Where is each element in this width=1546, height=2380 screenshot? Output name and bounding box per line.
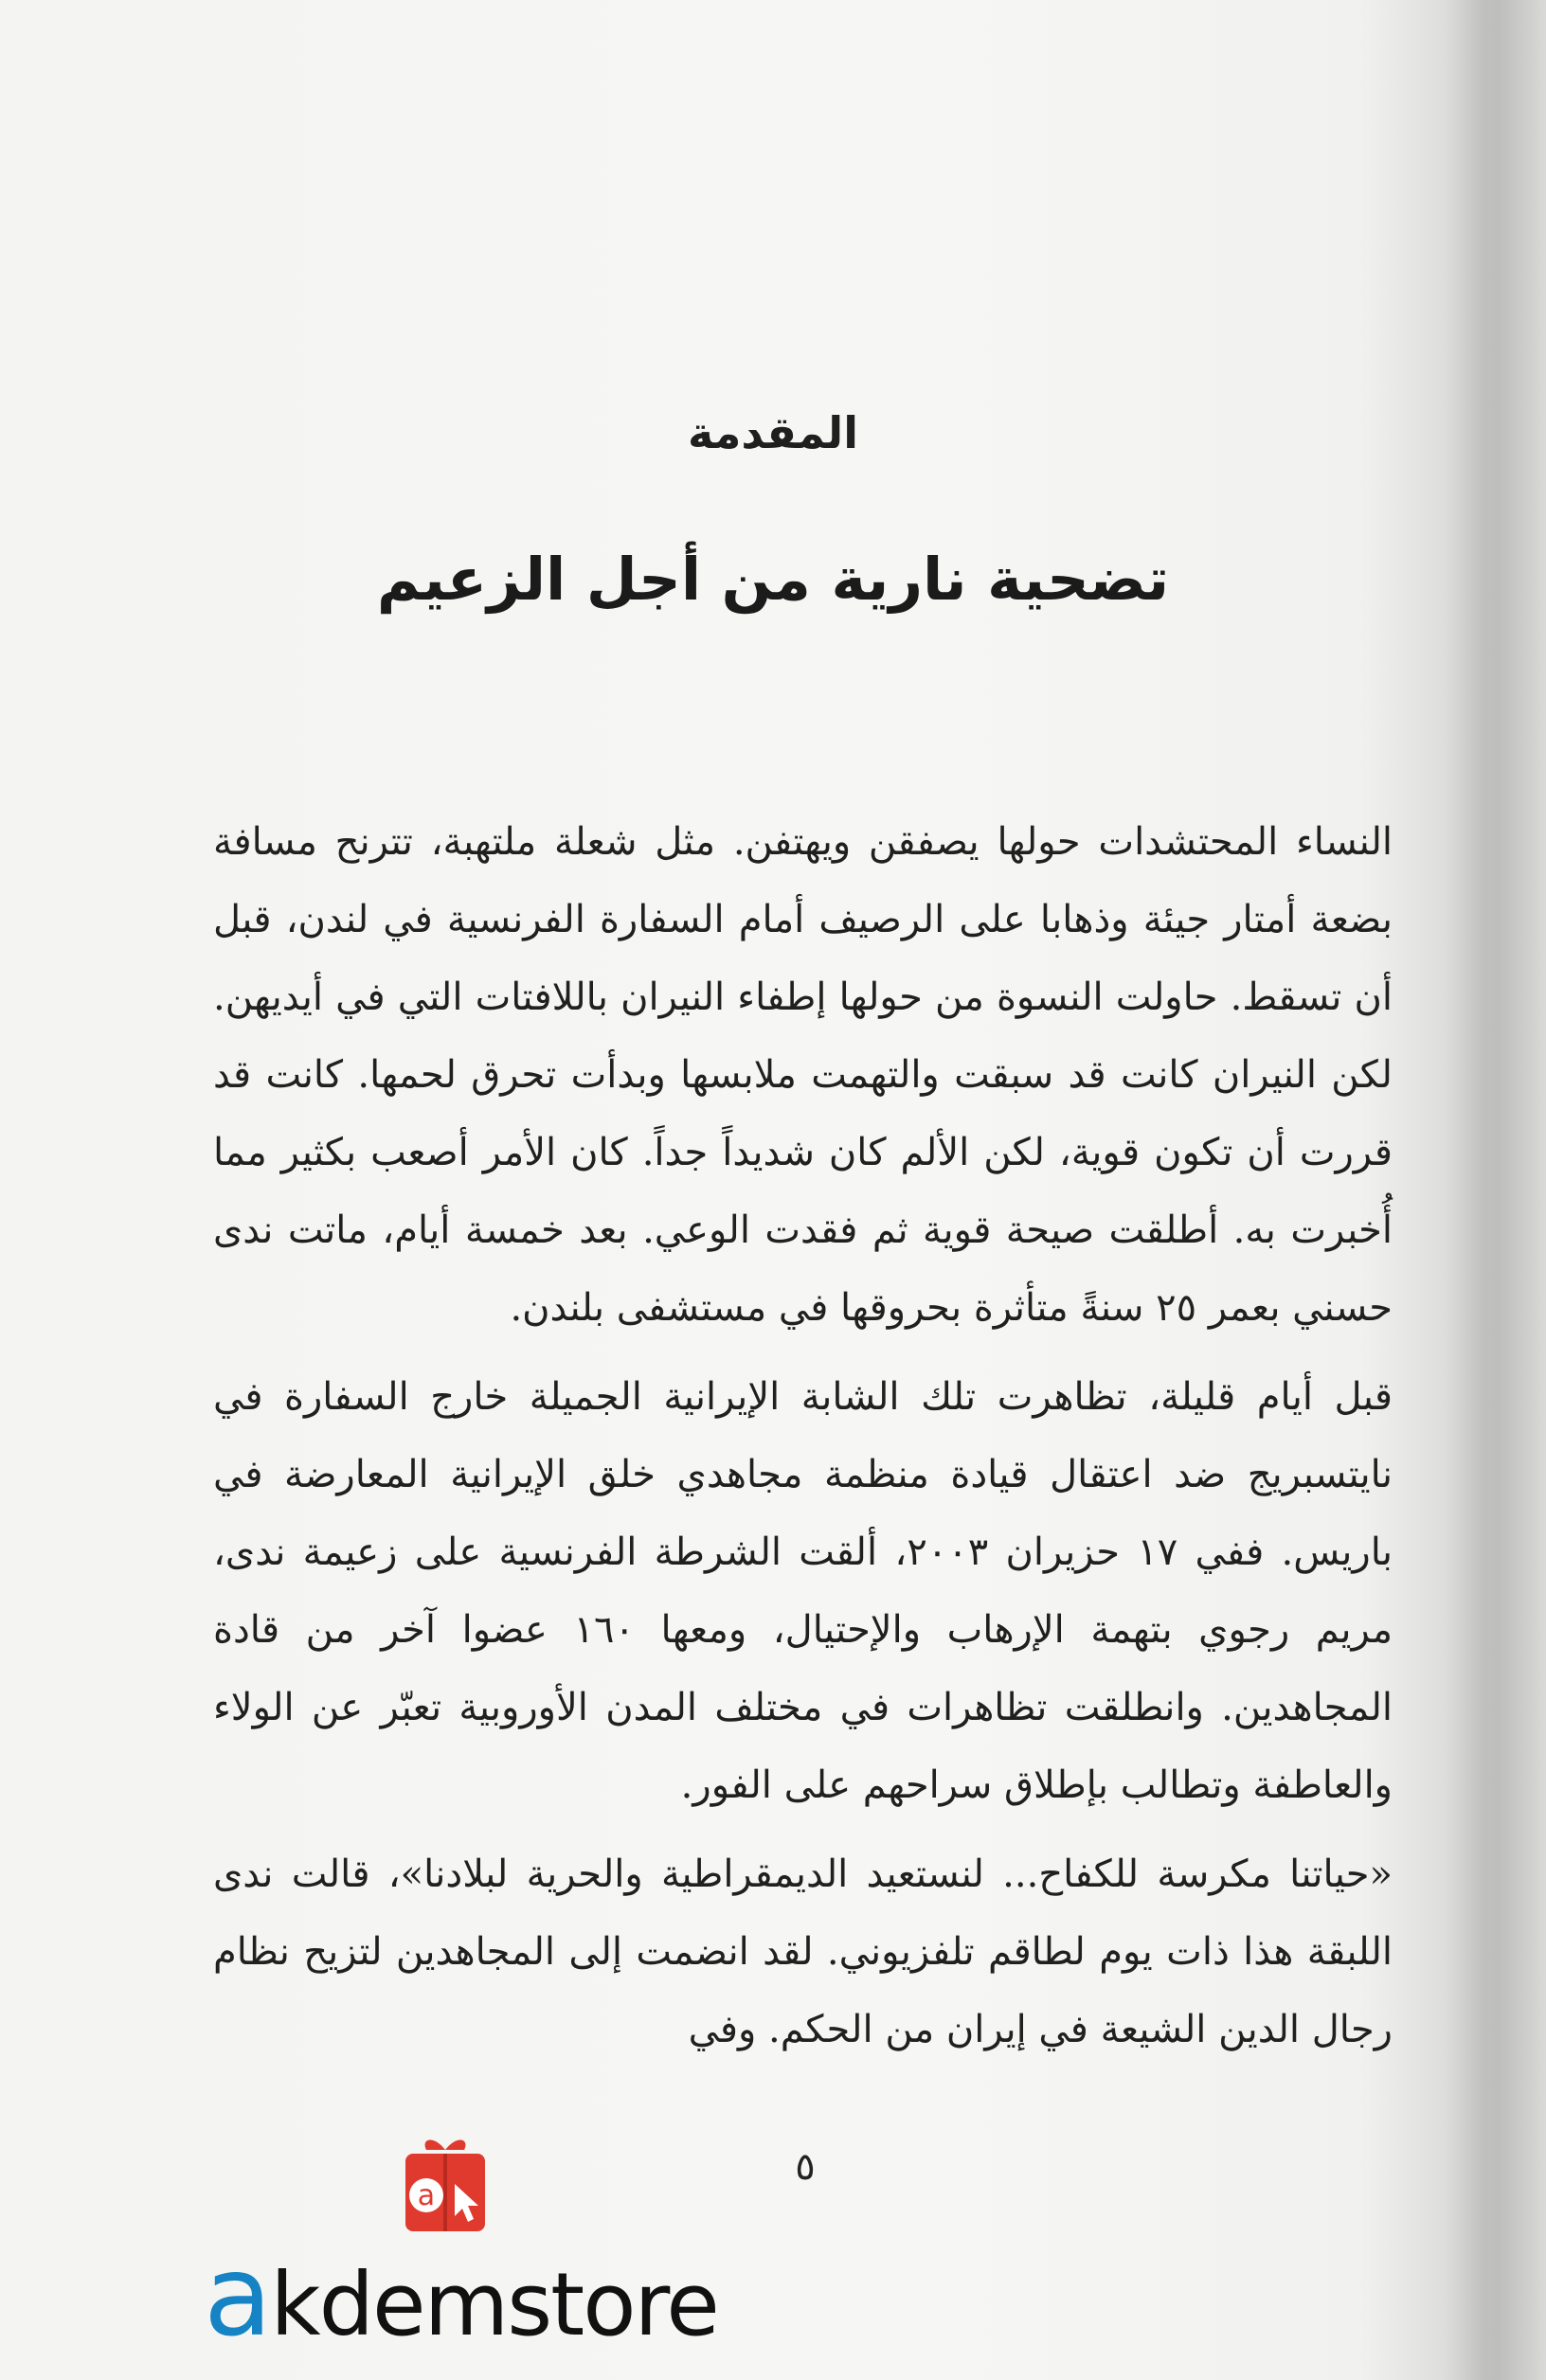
store-logo-wordmark-a: a	[204, 2230, 271, 2361]
section-label: المقدمة	[688, 407, 858, 458]
store-logo-letter: a	[417, 2179, 436, 2212]
store-logo-wordmark-rest: kdemstore	[270, 2254, 718, 2355]
store-logo-book-icon	[388, 2129, 502, 2243]
body-text	[213, 803, 1393, 2068]
paragraph-1: النساء المحتشدات حولها يصفقن ويهتفن. مثل شعلة ملتهبة، تترنح مسافة بضعة أمتار جيئة وذهابا على الرصيف أمام السفارة الفرنسية في لندن، قبل أن تسقط. حاولت النسوة من حولها إطفاء النيران باللافتات التي في أيديهن. لكن النيران كانت قد سبقت والتهمت ملابسها وبدأت تحرق لحمها. كانت قد قررت أن تكون قوية، لكن الألم كان شديداً جداً. كان الأمر أصعب بكثير مما أُخبرت به. أطلقت صيحة قوية ثم فقدت الوعي. بعد خمسة أيام، ماتت ندى حسني بعمر ٢٥ سنةً متأثرة بحروقها في مستشفى بلندن.	[213, 820, 1393, 1330]
paragraph-2: قبل أيام قليلة، تظاهرت تلك الشابة الإيرانية الجميلة خارج السفارة في نايتسبريج ضد اعتقال قيادة منظمة مجاهدي خلق الإيرانية المعارضة في باريس. ففي ١٧ حزيران ٢٠٠٣، ألقت الشرطة الفرنسية على زعيمة ندى، مريم رجوي بتهمة الإرهاب والإحتيال، ومعها ١٦٠ عضوا آخر من قادة المجاهدين. وانطلقت تظاهرات في مختلف المدن الأوروبية تعبّر عن الولاء والعاطفة وتطالب بإطلاق سراحهم على الفور.	[213, 1375, 1393, 1807]
paragraph-3: «حياتنا مكرسة للكفاح... لنستعيد الديمقراطية والحرية لبلادنا»، قالت ندى اللبقة هذا ذات يوم لطاقم تلفزيوني. لقد انضمت إلى المجاهدين لتزيح نظام رجال الدين الشيعة في إيران من الحكم. وفي	[213, 1852, 1393, 2051]
page-number: ٥	[795, 2145, 816, 2189]
chapter-title: تضحية نارية من أجل الزعيم	[376, 545, 1170, 614]
book-spine-shadow	[1442, 0, 1546, 2380]
store-logo-wordmark	[204, 2230, 718, 2361]
